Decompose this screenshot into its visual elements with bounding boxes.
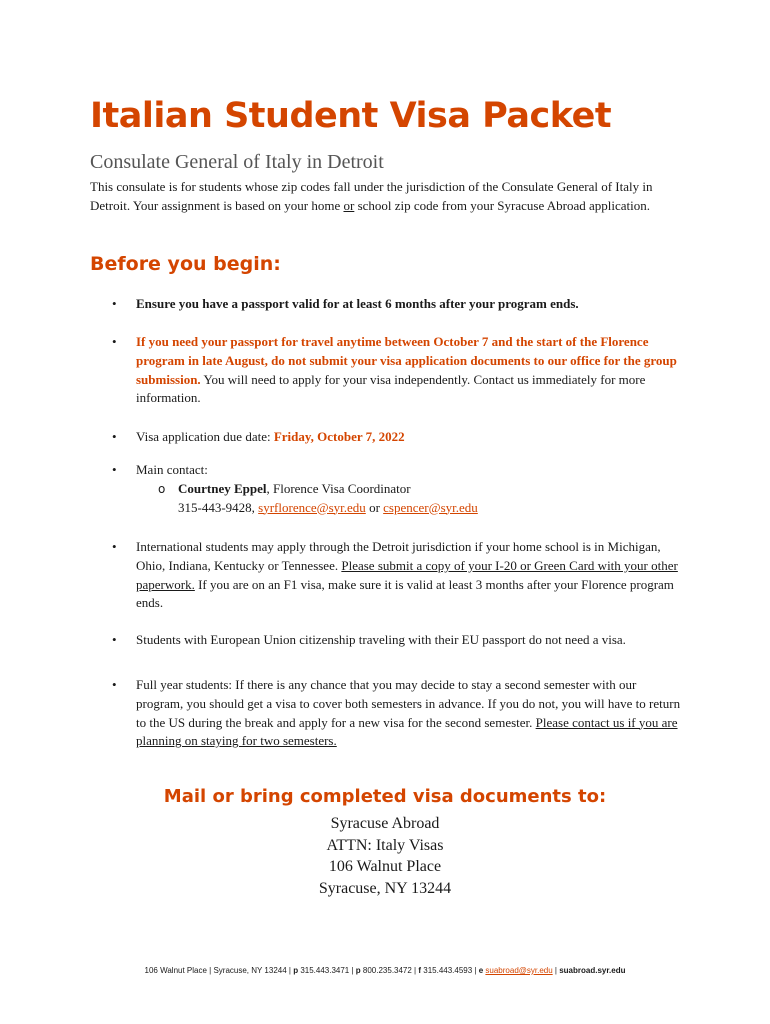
intl-note	[136, 538, 686, 613]
contact-block	[136, 461, 686, 517]
mail-heading: Mail or bring completed visa documents to:	[163, 786, 607, 807]
address-line: Syracuse Abroad	[330, 815, 440, 832]
travel-info: You will need to apply for your visa independently. Contact us immediately for more information.	[136, 371, 646, 406]
due-date-label: Visa application due date:	[136, 429, 274, 444]
intro-paragraph	[90, 178, 680, 215]
contact-details	[158, 480, 686, 518]
footer-fax: 315.443.4593 |	[421, 966, 479, 975]
contact-phone: 315-443-9428,	[178, 499, 259, 515]
address-line: 106 Walnut Place	[328, 858, 442, 875]
full-year-underlined: Please contact us if you are planning on staying for two semesters.	[136, 714, 678, 749]
page-title: Italian Student Visa Packet	[90, 96, 612, 136]
bullet-icon: •	[112, 296, 117, 311]
contact-label: Main contact:	[136, 462, 208, 477]
intro-or: or	[343, 197, 355, 213]
bullet-icon: •	[112, 429, 117, 444]
email-link-florence[interactable]: syrflorence@syr.edu	[258, 499, 366, 515]
bullet-icon: •	[112, 334, 117, 349]
footer-fax-label: f	[418, 966, 422, 975]
footer-email-label: e	[478, 966, 484, 975]
contact-name: Courtney Eppel	[178, 480, 267, 496]
page-subtitle: Consulate General of Italy in Detroit	[90, 151, 384, 173]
intl-underlined: Please submit a copy of your I-20 or Green Card with your other paperwork.	[136, 557, 678, 592]
bullet-icon: •	[112, 462, 117, 477]
bullet-icon: •	[112, 632, 117, 647]
footer-email-link[interactable]: suabroad@syr.edu	[485, 966, 553, 975]
travel-note	[136, 333, 686, 408]
footer-phone: 315.443.3471 |	[298, 966, 356, 975]
full-year-note	[136, 676, 686, 751]
due-date-value: Friday, October 7, 2022	[273, 429, 405, 444]
footer-phone-label: p	[293, 966, 299, 975]
or-text: or	[365, 499, 384, 515]
passport-note: Ensure you have a passport valid for at least 6 months after your program ends.	[136, 296, 579, 311]
footer-phone2: 800.235.3472 |	[360, 966, 419, 975]
due-date-line	[136, 428, 686, 447]
intl-text: International students may apply through the Detroit jurisdiction if your home school is in Michigan, Ohio, Indiana, Kentucky or Tennessee.	[136, 539, 661, 573]
footer-website[interactable]: suabroad.syr.edu	[559, 966, 626, 975]
bullet-icon: •	[112, 677, 117, 692]
footer-address: 106 Walnut Place | Syracuse, NY 13244 |	[144, 966, 294, 975]
travel-warning: If you need your passport for travel anytime between October 7 and the start of the Florence program in late August, do not submit your visa application documents to our office for the group submission.	[136, 334, 677, 387]
email-link-spencer[interactable]: cspencer@syr.edu	[383, 499, 478, 515]
intro-text: This consulate is for students whose zip codes fall under the jurisdiction of the Consulate General of Italy in Detroit. Your assignment is based on your home	[90, 179, 653, 213]
circle-bullet-icon: o	[158, 481, 166, 496]
before-heading: Before you begin:	[90, 253, 281, 275]
address-line: Syracuse, NY 13244	[318, 879, 452, 897]
mailing-address	[0, 813, 770, 899]
full-year-text: Full year students: If there is any chance that you may decide to stay a second semester with our program, you should get a visa to cover both semesters in advance. If you do not, you will have to return to the US during the break and apply for a new visa for the second semester.	[136, 677, 681, 730]
contact-role: , Florence Visa Coordinator	[266, 480, 411, 496]
intro-text-2: school zip code from your Syracuse Abroad application.	[354, 197, 650, 213]
address-line: ATTN: Italy Visas	[326, 836, 444, 854]
footer-sep: |	[552, 966, 560, 975]
eu-note: Students with European Union citizenship traveling with their EU passport do not need a visa.	[136, 632, 626, 647]
intl-text-2: If you are on an F1 visa, make sure it is valid at least 3 months after your Florence program ends.	[136, 576, 674, 611]
bullet-icon: •	[112, 539, 117, 554]
page-footer	[0, 966, 770, 975]
footer-phone2-label: p	[355, 966, 361, 975]
